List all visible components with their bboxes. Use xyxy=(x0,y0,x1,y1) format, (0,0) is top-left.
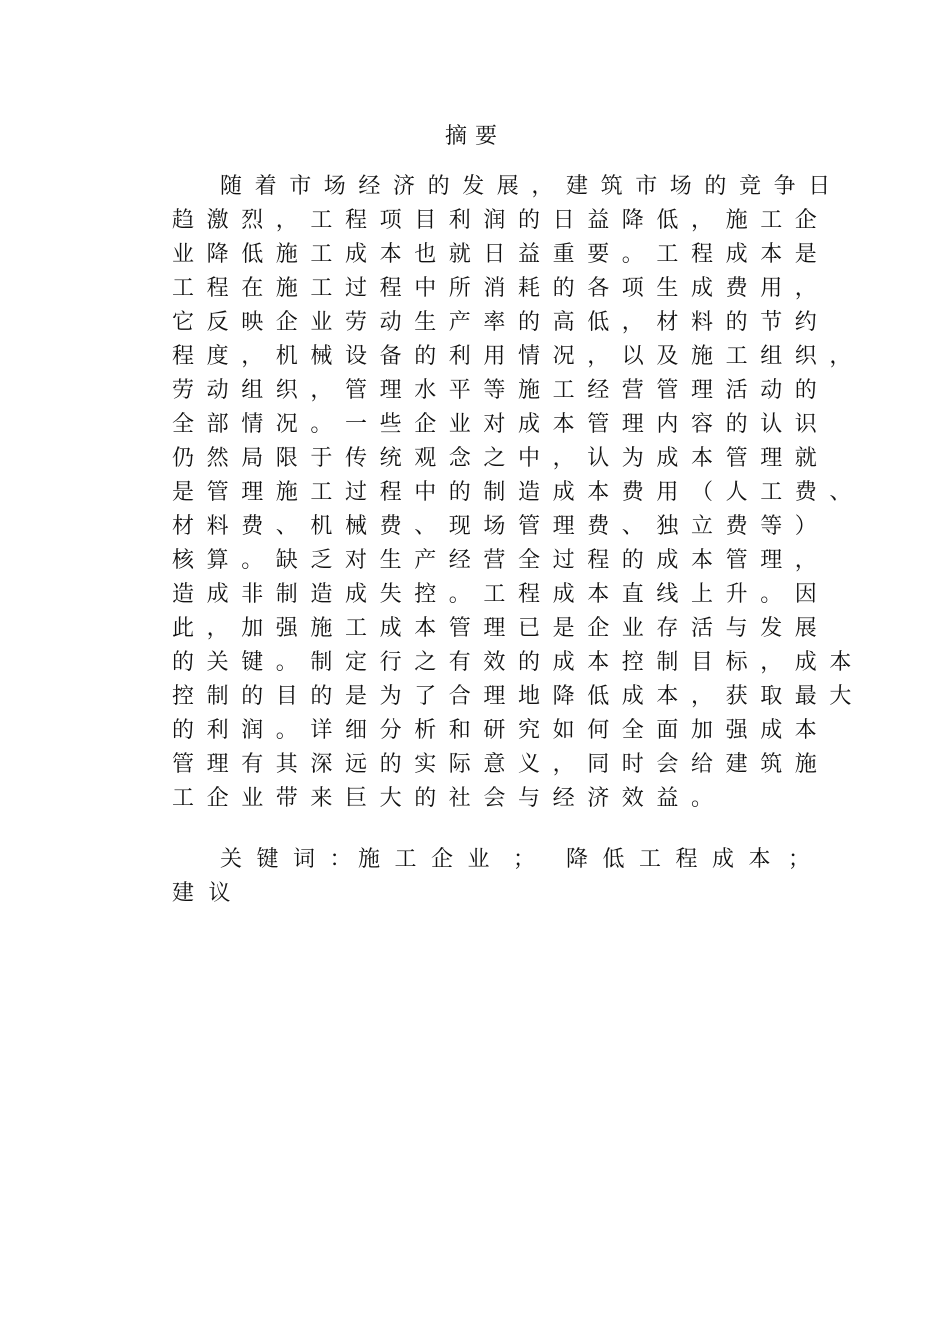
abstract-line: 的关键。制定行之有效的成本控制目标，成本 xyxy=(172,650,865,675)
abstract-line: 它反映企业劳动生产率的高低，材料的节约 xyxy=(172,310,830,335)
abstract-line: 材料费、机械费、现场管理费、独立费等） xyxy=(172,514,830,539)
abstract-line: 管理有其深远的实际意义，同时会给建筑施 xyxy=(172,752,830,777)
abstract-line: 的利润。详细分析和研究如何全面加强成本 xyxy=(172,718,830,743)
abstract-line: 工企业带来巨大的社会与经济效益。 xyxy=(172,786,726,811)
abstract-line: 造成非制造成失控。工程成本直线上升。因 xyxy=(172,582,830,607)
abstract-line: 仍然局限于传统观念之中，认为成本管理就 xyxy=(172,446,830,471)
abstract-line: 劳动组织，管理水平等施工经营管理活动的 xyxy=(172,378,830,403)
abstract-line: 业降低施工成本也就日益重要。工程成本是 xyxy=(172,242,830,267)
keyword-item: 降低工程成本 xyxy=(566,847,786,872)
abstract-line: 工程在施工过程中所消耗的各项生成费用， xyxy=(172,276,830,301)
abstract-line: 核算。缺乏对生产经营全过程的成本管理， xyxy=(172,548,830,573)
abstract-line: 随着市场经济的发展，建筑市场的竞争日 xyxy=(220,174,843,199)
abstract-title: 摘要 xyxy=(444,124,505,149)
abstract-line: 控制的目的是为了合理地降低成本，获取最大 xyxy=(172,684,865,709)
abstract-line: 全部情况。一些企业对成本管理内容的认识 xyxy=(172,412,830,437)
keyword-separator: ； xyxy=(788,847,825,872)
keywords-label: 关键词： xyxy=(220,847,367,872)
abstract-line: 此，加强施工成本管理已是企业存活与发展 xyxy=(172,616,830,641)
keyword-item: 建议 xyxy=(172,881,246,906)
abstract-line: 程度，机械设备的利用情况，以及施工组织， xyxy=(172,344,865,369)
abstract-line: 趋激烈，工程项目利润的日益降低，施工企 xyxy=(172,208,830,233)
abstract-line: 是管理施工过程中的制造成本费用（人工费、 xyxy=(172,480,865,505)
keyword-separator: ； xyxy=(513,847,550,872)
keyword-item: 施工企业 xyxy=(358,847,505,872)
